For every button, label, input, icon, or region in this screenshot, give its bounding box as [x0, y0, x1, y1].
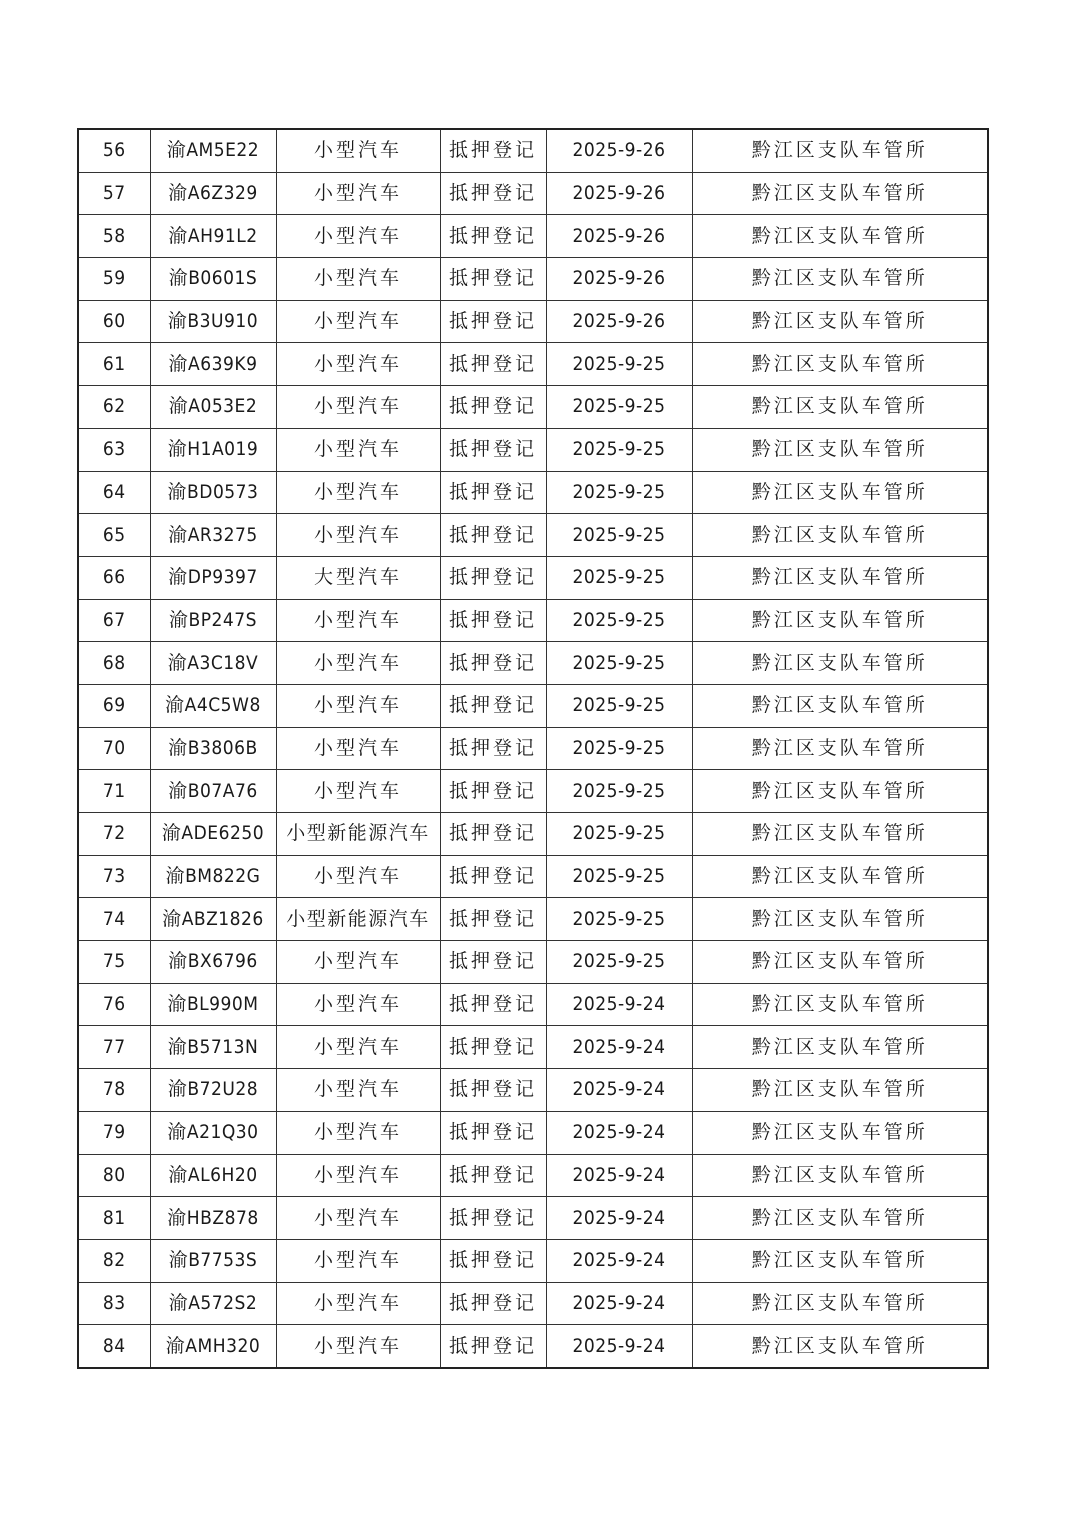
- table-row: [78, 129, 988, 172]
- table-row: [78, 898, 988, 941]
- vehicle-office-cell: 黔江区支队车管所: [692, 1282, 988, 1325]
- table-row: [78, 642, 988, 685]
- table-row: [78, 1026, 988, 1069]
- registration-date-cell: 2025-9-25: [546, 684, 692, 727]
- table-row: [78, 300, 988, 343]
- vehicle-type-cell: 小型汽车: [276, 1197, 440, 1240]
- row-number-cell: 76: [78, 983, 150, 1026]
- vehicle-type-cell: 小型汽车: [276, 599, 440, 642]
- row-number-cell: 83: [78, 1282, 150, 1325]
- row-number-cell: 67: [78, 599, 150, 642]
- registration-date-cell: 2025-9-25: [546, 428, 692, 471]
- table-row: [78, 343, 988, 386]
- registration-type-cell: 抵押登记: [440, 855, 546, 898]
- vehicle-type-cell: 小型汽车: [276, 300, 440, 343]
- vehicle-office-cell: 黔江区支队车管所: [692, 428, 988, 471]
- table-row: [78, 386, 988, 429]
- table-row: [78, 428, 988, 471]
- table-body: [78, 129, 988, 1368]
- license-plate-cell: 渝DP9397: [150, 556, 276, 599]
- vehicle-office-cell: 黔江区支队车管所: [692, 1069, 988, 1112]
- vehicle-office-cell: 黔江区支队车管所: [692, 300, 988, 343]
- registration-date-cell: 2025-9-25: [546, 642, 692, 685]
- table-row: [78, 727, 988, 770]
- license-plate-cell: 渝AM5E22: [150, 129, 276, 172]
- vehicle-office-cell: 黔江区支队车管所: [692, 556, 988, 599]
- registration-date-cell: 2025-9-25: [546, 599, 692, 642]
- license-plate-cell: 渝ABZ1826: [150, 898, 276, 941]
- registration-date-cell: 2025-9-26: [546, 172, 692, 215]
- table-row: [78, 684, 988, 727]
- row-number-cell: 82: [78, 1239, 150, 1282]
- registration-type-cell: 抵押登记: [440, 172, 546, 215]
- license-plate-cell: 渝HBZ878: [150, 1197, 276, 1240]
- vehicle-type-cell: 小型汽车: [276, 1026, 440, 1069]
- license-plate-cell: 渝BM822G: [150, 855, 276, 898]
- vehicle-office-cell: 黔江区支队车管所: [692, 1325, 988, 1368]
- registration-date-cell: 2025-9-25: [546, 343, 692, 386]
- registration-type-cell: 抵押登记: [440, 343, 546, 386]
- row-number-cell: 61: [78, 343, 150, 386]
- registration-type-cell: 抵押登记: [440, 684, 546, 727]
- row-number-cell: 66: [78, 556, 150, 599]
- table-row: [78, 258, 988, 301]
- registration-date-cell: 2025-9-26: [546, 129, 692, 172]
- row-number-cell: 77: [78, 1026, 150, 1069]
- registration-date-cell: 2025-9-25: [546, 471, 692, 514]
- vehicle-type-cell: 小型汽车: [276, 1069, 440, 1112]
- registration-date-cell: 2025-9-26: [546, 300, 692, 343]
- registration-date-cell: 2025-9-24: [546, 1154, 692, 1197]
- vehicle-office-cell: 黔江区支队车管所: [692, 770, 988, 813]
- vehicle-office-cell: 黔江区支队车管所: [692, 983, 988, 1026]
- license-plate-cell: 渝BL990M: [150, 983, 276, 1026]
- registration-date-cell: 2025-9-25: [546, 941, 692, 984]
- vehicle-type-cell: 小型新能源汽车: [276, 813, 440, 856]
- license-plate-cell: 渝A639K9: [150, 343, 276, 386]
- vehicle-office-cell: 黔江区支队车管所: [692, 727, 988, 770]
- license-plate-cell: 渝A3C18V: [150, 642, 276, 685]
- license-plate-cell: 渝B72U28: [150, 1069, 276, 1112]
- registration-date-cell: 2025-9-24: [546, 1069, 692, 1112]
- table-row: [78, 855, 988, 898]
- row-number-cell: 64: [78, 471, 150, 514]
- row-number-cell: 73: [78, 855, 150, 898]
- registration-date-cell: 2025-9-26: [546, 258, 692, 301]
- table-row: [78, 1069, 988, 1112]
- license-plate-cell: 渝A21Q30: [150, 1111, 276, 1154]
- registration-type-cell: 抵押登记: [440, 514, 546, 557]
- registration-type-cell: 抵押登记: [440, 215, 546, 258]
- registration-type-cell: 抵押登记: [440, 727, 546, 770]
- registration-type-cell: 抵押登记: [440, 300, 546, 343]
- vehicle-office-cell: 黔江区支队车管所: [692, 684, 988, 727]
- license-plate-cell: 渝B3806B: [150, 727, 276, 770]
- registration-date-cell: 2025-9-25: [546, 727, 692, 770]
- license-plate-cell: 渝BP247S: [150, 599, 276, 642]
- registration-type-cell: 抵押登记: [440, 1111, 546, 1154]
- table-row: [78, 599, 988, 642]
- row-number-cell: 84: [78, 1325, 150, 1368]
- registration-date-cell: 2025-9-25: [546, 386, 692, 429]
- vehicle-type-cell: 小型汽车: [276, 941, 440, 984]
- row-number-cell: 80: [78, 1154, 150, 1197]
- row-number-cell: 65: [78, 514, 150, 557]
- vehicle-type-cell: 小型汽车: [276, 129, 440, 172]
- registration-type-cell: 抵押登记: [440, 1154, 546, 1197]
- vehicle-office-cell: 黔江区支队车管所: [692, 1239, 988, 1282]
- vehicle-office-cell: 黔江区支队车管所: [692, 514, 988, 557]
- vehicle-office-cell: 黔江区支队车管所: [692, 599, 988, 642]
- vehicle-type-cell: 小型汽车: [276, 1111, 440, 1154]
- row-number-cell: 60: [78, 300, 150, 343]
- table-row: [78, 556, 988, 599]
- vehicle-type-cell: 小型汽车: [276, 258, 440, 301]
- vehicle-office-cell: 黔江区支队车管所: [692, 172, 988, 215]
- table-row: [78, 770, 988, 813]
- vehicle-type-cell: 小型新能源汽车: [276, 898, 440, 941]
- registration-type-cell: 抵押登记: [440, 770, 546, 813]
- registration-date-cell: 2025-9-25: [546, 855, 692, 898]
- vehicle-office-cell: 黔江区支队车管所: [692, 813, 988, 856]
- license-plate-cell: 渝AMH320: [150, 1325, 276, 1368]
- vehicle-office-cell: 黔江区支队车管所: [692, 386, 988, 429]
- registration-type-cell: 抵押登记: [440, 556, 546, 599]
- vehicle-type-cell: 小型汽车: [276, 1239, 440, 1282]
- table-row: [78, 983, 988, 1026]
- row-number-cell: 68: [78, 642, 150, 685]
- table-row: [78, 1197, 988, 1240]
- vehicle-type-cell: 小型汽车: [276, 514, 440, 557]
- row-number-cell: 79: [78, 1111, 150, 1154]
- vehicle-type-cell: 小型汽车: [276, 1154, 440, 1197]
- registration-type-cell: 抵押登记: [440, 1325, 546, 1368]
- vehicle-office-cell: 黔江区支队车管所: [692, 642, 988, 685]
- license-plate-cell: 渝H1A019: [150, 428, 276, 471]
- registration-date-cell: 2025-9-25: [546, 813, 692, 856]
- license-plate-cell: 渝BD0573: [150, 471, 276, 514]
- row-number-cell: 58: [78, 215, 150, 258]
- vehicle-office-cell: 黔江区支队车管所: [692, 1197, 988, 1240]
- vehicle-type-cell: 小型汽车: [276, 1325, 440, 1368]
- table-row: [78, 941, 988, 984]
- vehicle-type-cell: 小型汽车: [276, 343, 440, 386]
- row-number-cell: 56: [78, 129, 150, 172]
- table-row: [78, 1111, 988, 1154]
- registration-date-cell: 2025-9-25: [546, 556, 692, 599]
- row-number-cell: 69: [78, 684, 150, 727]
- license-plate-cell: 渝B07A76: [150, 770, 276, 813]
- table-row: [78, 1282, 988, 1325]
- row-number-cell: 71: [78, 770, 150, 813]
- vehicle-office-cell: 黔江区支队车管所: [692, 898, 988, 941]
- vehicle-type-cell: 小型汽车: [276, 770, 440, 813]
- vehicle-type-cell: 小型汽车: [276, 428, 440, 471]
- vehicle-office-cell: 黔江区支队车管所: [692, 471, 988, 514]
- license-plate-cell: 渝A572S2: [150, 1282, 276, 1325]
- registration-date-cell: 2025-9-24: [546, 1026, 692, 1069]
- table-row: [78, 1325, 988, 1368]
- license-plate-cell: 渝B7753S: [150, 1239, 276, 1282]
- row-number-cell: 81: [78, 1197, 150, 1240]
- license-plate-cell: 渝B5713N: [150, 1026, 276, 1069]
- table-row: [78, 215, 988, 258]
- license-plate-cell: 渝A4C5W8: [150, 684, 276, 727]
- license-plate-cell: 渝AR3275: [150, 514, 276, 557]
- vehicle-type-cell: 小型汽车: [276, 172, 440, 215]
- vehicle-office-cell: 黔江区支队车管所: [692, 129, 988, 172]
- registration-type-cell: 抵押登记: [440, 129, 546, 172]
- table-row: [78, 172, 988, 215]
- license-plate-cell: 渝B3U910: [150, 300, 276, 343]
- vehicle-office-cell: 黔江区支队车管所: [692, 343, 988, 386]
- license-plate-cell: 渝AH91L2: [150, 215, 276, 258]
- table-row: [78, 471, 988, 514]
- registration-date-cell: 2025-9-24: [546, 1197, 692, 1240]
- registration-type-cell: 抵押登记: [440, 1026, 546, 1069]
- registration-type-cell: 抵押登记: [440, 813, 546, 856]
- registration-date-cell: 2025-9-24: [546, 1239, 692, 1282]
- license-plate-cell: 渝AL6H20: [150, 1154, 276, 1197]
- vehicle-office-cell: 黔江区支队车管所: [692, 1111, 988, 1154]
- registration-type-cell: 抵押登记: [440, 1239, 546, 1282]
- registration-date-cell: 2025-9-24: [546, 983, 692, 1026]
- registration-date-cell: 2025-9-24: [546, 1325, 692, 1368]
- license-plate-cell: 渝BX6796: [150, 941, 276, 984]
- row-number-cell: 78: [78, 1069, 150, 1112]
- vehicle-type-cell: 大型汽车: [276, 556, 440, 599]
- registration-type-cell: 抵押登记: [440, 428, 546, 471]
- registration-type-cell: 抵押登记: [440, 386, 546, 429]
- license-plate-cell: 渝B0601S: [150, 258, 276, 301]
- registration-date-cell: 2025-9-25: [546, 898, 692, 941]
- registration-type-cell: 抵押登记: [440, 599, 546, 642]
- table-row: [78, 813, 988, 856]
- license-plate-cell: 渝ADE6250: [150, 813, 276, 856]
- license-plate-cell: 渝A053E2: [150, 386, 276, 429]
- vehicle-office-cell: 黔江区支队车管所: [692, 941, 988, 984]
- table-row: [78, 1154, 988, 1197]
- registration-type-cell: 抵押登记: [440, 471, 546, 514]
- registration-date-cell: 2025-9-25: [546, 514, 692, 557]
- row-number-cell: 62: [78, 386, 150, 429]
- registration-type-cell: 抵押登记: [440, 1282, 546, 1325]
- row-number-cell: 70: [78, 727, 150, 770]
- row-number-cell: 75: [78, 941, 150, 984]
- row-number-cell: 74: [78, 898, 150, 941]
- row-number-cell: 63: [78, 428, 150, 471]
- vehicle-type-cell: 小型汽车: [276, 727, 440, 770]
- registration-date-cell: 2025-9-24: [546, 1111, 692, 1154]
- registration-type-cell: 抵押登记: [440, 258, 546, 301]
- vehicle-type-cell: 小型汽车: [276, 1282, 440, 1325]
- vehicle-type-cell: 小型汽车: [276, 855, 440, 898]
- row-number-cell: 59: [78, 258, 150, 301]
- vehicle-office-cell: 黔江区支队车管所: [692, 215, 988, 258]
- mortgage-registration-table: [77, 128, 989, 1369]
- registration-type-cell: 抵押登记: [440, 898, 546, 941]
- vehicle-type-cell: 小型汽车: [276, 215, 440, 258]
- registration-type-cell: 抵押登记: [440, 941, 546, 984]
- registration-type-cell: 抵押登记: [440, 1197, 546, 1240]
- registration-type-cell: 抵押登记: [440, 642, 546, 685]
- registration-date-cell: 2025-9-26: [546, 215, 692, 258]
- vehicle-type-cell: 小型汽车: [276, 642, 440, 685]
- row-number-cell: 72: [78, 813, 150, 856]
- table-row: [78, 514, 988, 557]
- vehicle-type-cell: 小型汽车: [276, 684, 440, 727]
- vehicle-type-cell: 小型汽车: [276, 471, 440, 514]
- vehicle-type-cell: 小型汽车: [276, 983, 440, 1026]
- registration-date-cell: 2025-9-24: [546, 1282, 692, 1325]
- table-row: [78, 1239, 988, 1282]
- registration-type-cell: 抵押登记: [440, 983, 546, 1026]
- vehicle-office-cell: 黔江区支队车管所: [692, 1154, 988, 1197]
- vehicle-office-cell: 黔江区支队车管所: [692, 855, 988, 898]
- license-plate-cell: 渝A6Z329: [150, 172, 276, 215]
- vehicle-type-cell: 小型汽车: [276, 386, 440, 429]
- vehicle-office-cell: 黔江区支队车管所: [692, 1026, 988, 1069]
- registration-date-cell: 2025-9-25: [546, 770, 692, 813]
- row-number-cell: 57: [78, 172, 150, 215]
- vehicle-office-cell: 黔江区支队车管所: [692, 258, 988, 301]
- registration-type-cell: 抵押登记: [440, 1069, 546, 1112]
